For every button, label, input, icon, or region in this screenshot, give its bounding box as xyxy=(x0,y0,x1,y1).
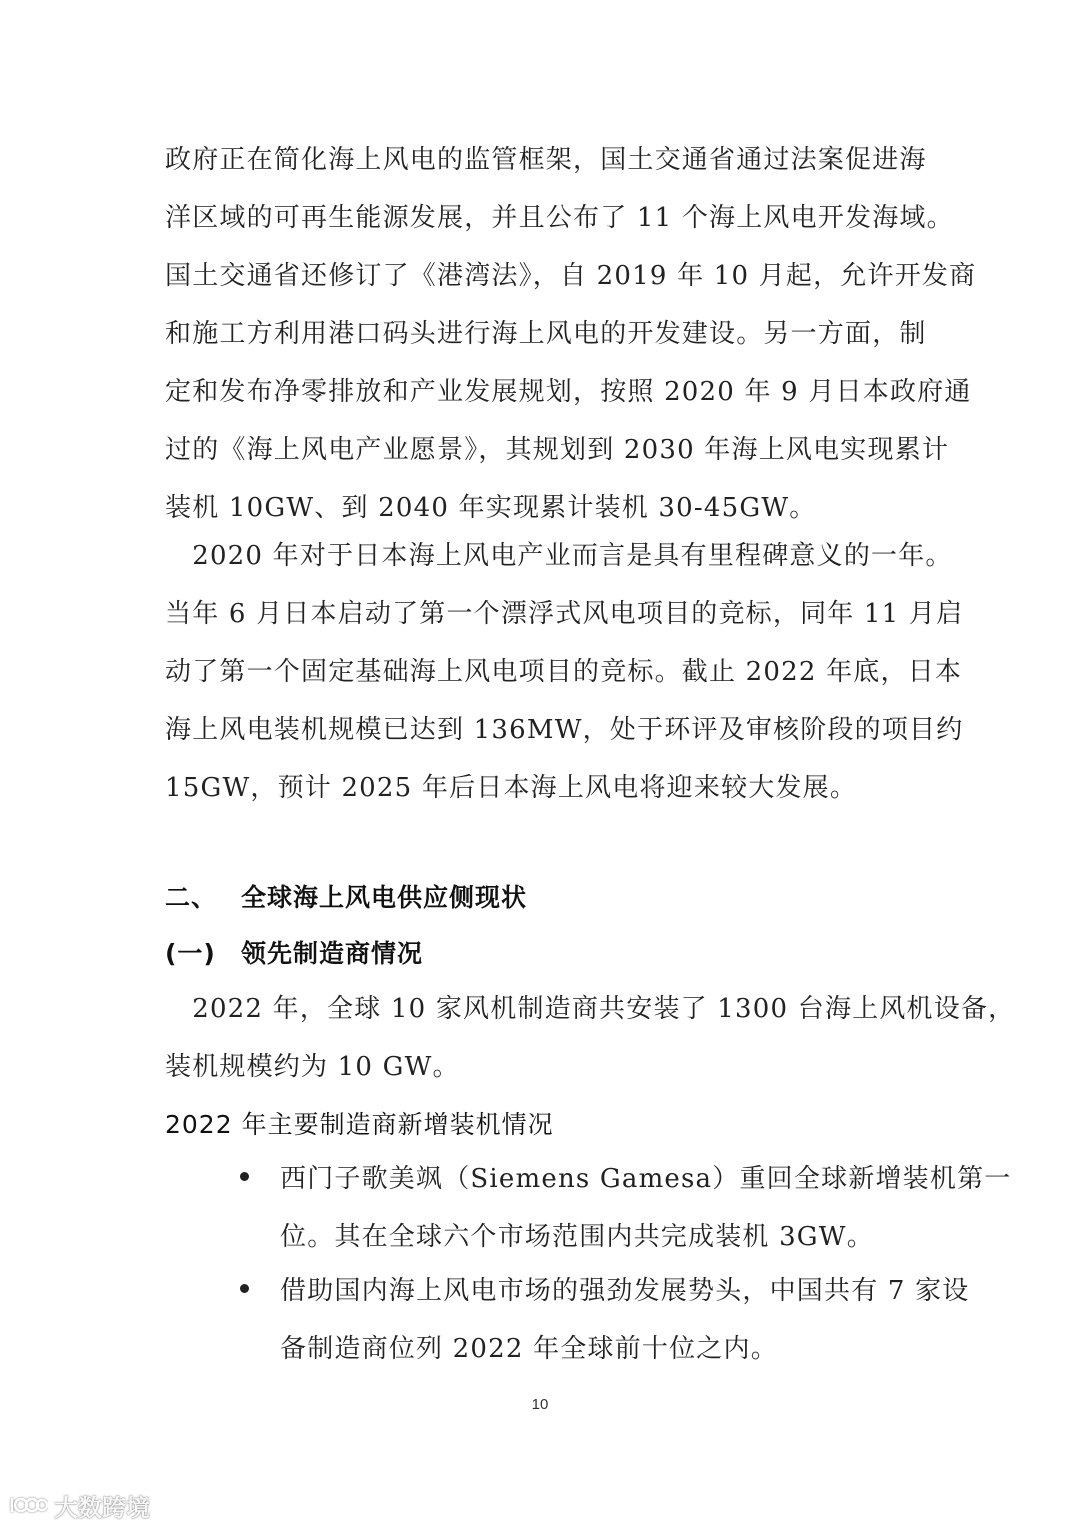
list-item-line: 西门子歌美飒（Siemens Gamesa）重回全球新增装机第一 xyxy=(280,1164,1012,1194)
paragraph-japan-policy xyxy=(165,131,977,537)
bullet-icon xyxy=(240,1284,249,1293)
list-heading: 2022 年主要制造商新增装机情况 xyxy=(165,1110,554,1139)
list-item-text xyxy=(280,1262,970,1378)
paragraph-line: 装机规模约为 10 GW。 xyxy=(165,1052,460,1082)
list-item-text xyxy=(280,1150,1012,1266)
watermark-text: 大数跨境 xyxy=(54,1493,150,1522)
list-item-line: 位。其在全球六个市场范围内共完成装机 3GW。 xyxy=(280,1222,874,1252)
watermark-logo-icon xyxy=(8,1492,48,1518)
paragraph-line: 政府正在简化海上风电的监管框架，国土交通省通过法案促进海 xyxy=(165,145,927,175)
watermark xyxy=(8,1488,150,1522)
paragraph-line: 15GW，预计 2025 年后日本海上风电将迎来较大发展。 xyxy=(165,773,858,803)
list-item-line: 备制造商位列 2022 年全球前十位之内。 xyxy=(280,1334,778,1364)
paragraph-line: 定和发布净零排放和产业发展规划，按照 2020 年 9 月日本政府通 xyxy=(165,377,972,407)
section-heading xyxy=(165,878,527,914)
paragraph-line: 2020 年对于日本海上风电产业而言是具有里程碑意义的一年。 xyxy=(165,541,953,571)
paragraph-japan-milestone xyxy=(165,527,964,817)
paragraph-line: 动了第一个固定基础海上风电项目的竞标。截止 2022 年底，日本 xyxy=(165,657,963,687)
list-item xyxy=(230,1262,970,1378)
section-title: 全球海上风电供应侧现状 xyxy=(241,883,528,912)
bullet-icon xyxy=(240,1172,249,1181)
list-item-line: 借助国内海上风电市场的强劲发展势头，中国共有 7 家设 xyxy=(280,1276,970,1306)
paragraph-global-installs xyxy=(165,980,1016,1096)
section-number: 二、 xyxy=(165,883,218,912)
paragraph-line: 当年 6 月日本启动了第一个漂浮式风电项目的竞标，同年 11 月启 xyxy=(165,599,964,629)
subsection-title: 领先制造商情况 xyxy=(241,939,424,968)
paragraph-line: 海上风电装机规模已达到 136MW，处于环评及审核阶段的项目约 xyxy=(165,715,964,745)
page-number: 10 xyxy=(531,1396,549,1413)
paragraph-line: 洋区域的可再生能源发展，并且公布了 11 个海上风电开发海域。 xyxy=(165,203,954,233)
paragraph-line: 国土交通省还修订了《港湾法》，自 2019 年 10 月起，允许开发商 xyxy=(165,261,977,291)
list-item xyxy=(230,1150,1012,1266)
subsection-heading xyxy=(165,934,423,970)
subsection-number: (一) xyxy=(165,939,216,968)
paragraph-line: 2022 年，全球 10 家风机制造商共安装了 1300 台海上风机设备， xyxy=(165,994,1016,1024)
paragraph-line: 过的《海上风电产业愿景》，其规划到 2030 年海上风电实现累计 xyxy=(165,435,950,465)
paragraph-line: 和施工方利用港口码头进行海上风电的开发建设。另一方面，制 xyxy=(165,319,927,349)
paragraph-line: 装机 10GW、到 2040 年实现累计装机 30-45GW。 xyxy=(165,493,817,523)
